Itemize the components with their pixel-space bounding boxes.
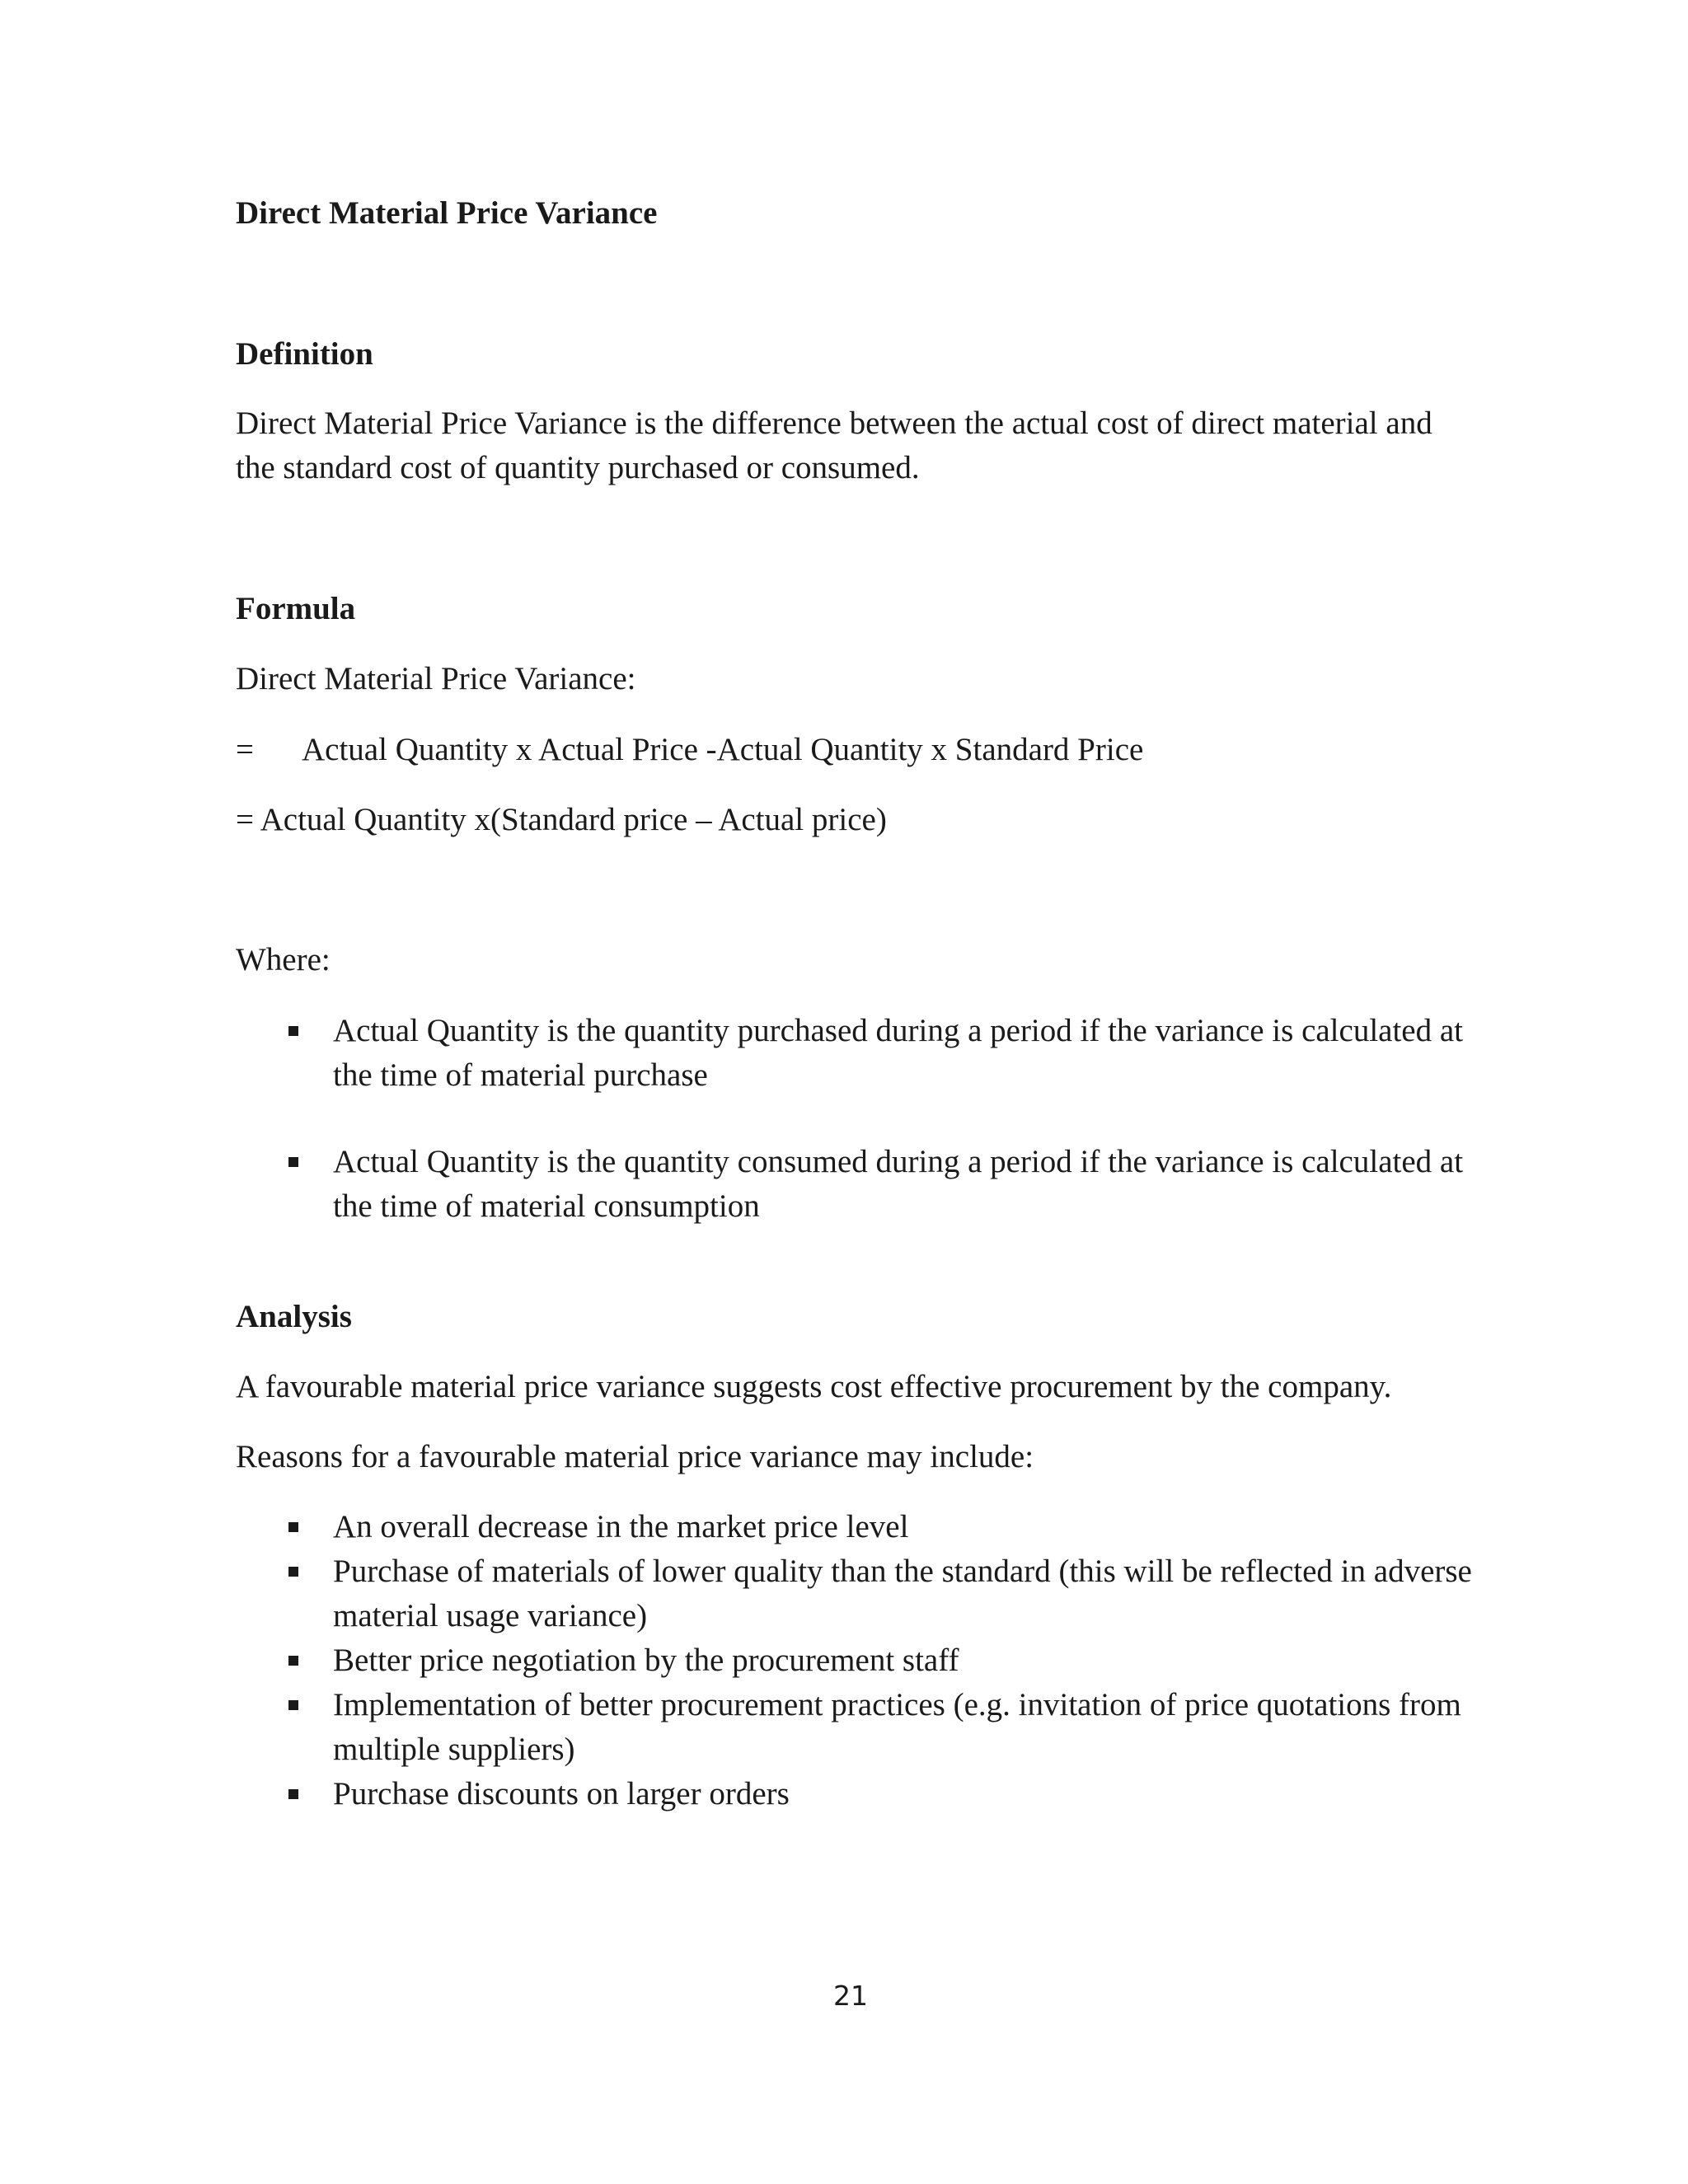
square-bullet-icon bbox=[288, 1026, 298, 1036]
list-item bbox=[285, 1505, 1487, 1549]
list-item-text: Purchase of materials of lower quality than the standard (this will be reflected in adverse material usage variance) bbox=[333, 1554, 1472, 1633]
definition-heading: Definition bbox=[236, 336, 373, 372]
list-item bbox=[285, 1549, 1487, 1638]
list-item-text: Better price negotiation by the procurement staff bbox=[333, 1643, 959, 1678]
square-bullet-icon bbox=[288, 1656, 298, 1666]
list-item-text: An overall decrease in the market price level bbox=[333, 1509, 909, 1544]
square-bullet-icon bbox=[288, 1522, 298, 1532]
definition-text: Direct Material Price Variance is the difference between the actual cost of direct material and the standard cost of quantity purchased or consumed. bbox=[236, 405, 1432, 485]
list-item bbox=[285, 1683, 1487, 1772]
list-item bbox=[285, 1638, 1487, 1683]
square-bullet-icon bbox=[288, 1700, 298, 1710]
where-label: Where: bbox=[236, 942, 331, 977]
list-item-text: Purchase discounts on larger orders bbox=[333, 1776, 790, 1811]
formula-heading: Formula bbox=[236, 591, 356, 626]
list-item bbox=[285, 1772, 1487, 1816]
where-list bbox=[285, 1009, 1487, 1229]
list-item bbox=[285, 1009, 1487, 1098]
square-bullet-icon bbox=[288, 1789, 298, 1799]
formula-line-2: = Actual Quantity x(Standard price – Actual price) bbox=[236, 802, 887, 837]
formula-intro: Direct Material Price Variance: bbox=[236, 661, 636, 696]
analysis-heading: Analysis bbox=[236, 1299, 352, 1334]
reasons-list bbox=[285, 1505, 1487, 1816]
list-item-text: Actual Quantity is the quantity consumed during a period if the variance is calculated at the time of material consumption bbox=[333, 1144, 1464, 1224]
formula-equals-sign: = bbox=[236, 732, 254, 767]
page-number: 21 bbox=[833, 1980, 868, 2012]
list-item-text: Actual Quantity is the quantity purchased during a period if the variance is calculated at the time of material purchase bbox=[333, 1013, 1464, 1093]
square-bullet-icon bbox=[288, 1567, 298, 1577]
list-item-text: Implementation of better procurement practices (e.g. invitation of price quotations from multiple suppliers) bbox=[333, 1687, 1461, 1767]
analysis-text: A favourable material price variance suggests cost effective procurement by the company. bbox=[236, 1369, 1392, 1404]
square-bullet-icon bbox=[288, 1157, 298, 1167]
list-item bbox=[285, 1140, 1487, 1229]
page-title: Direct Material Price Variance bbox=[236, 195, 658, 231]
reasons-intro: Reasons for a favourable material price variance may include: bbox=[236, 1439, 1034, 1474]
formula-line-1: Actual Quantity x Actual Price -Actual Quantity x Standard Price bbox=[302, 732, 1144, 767]
